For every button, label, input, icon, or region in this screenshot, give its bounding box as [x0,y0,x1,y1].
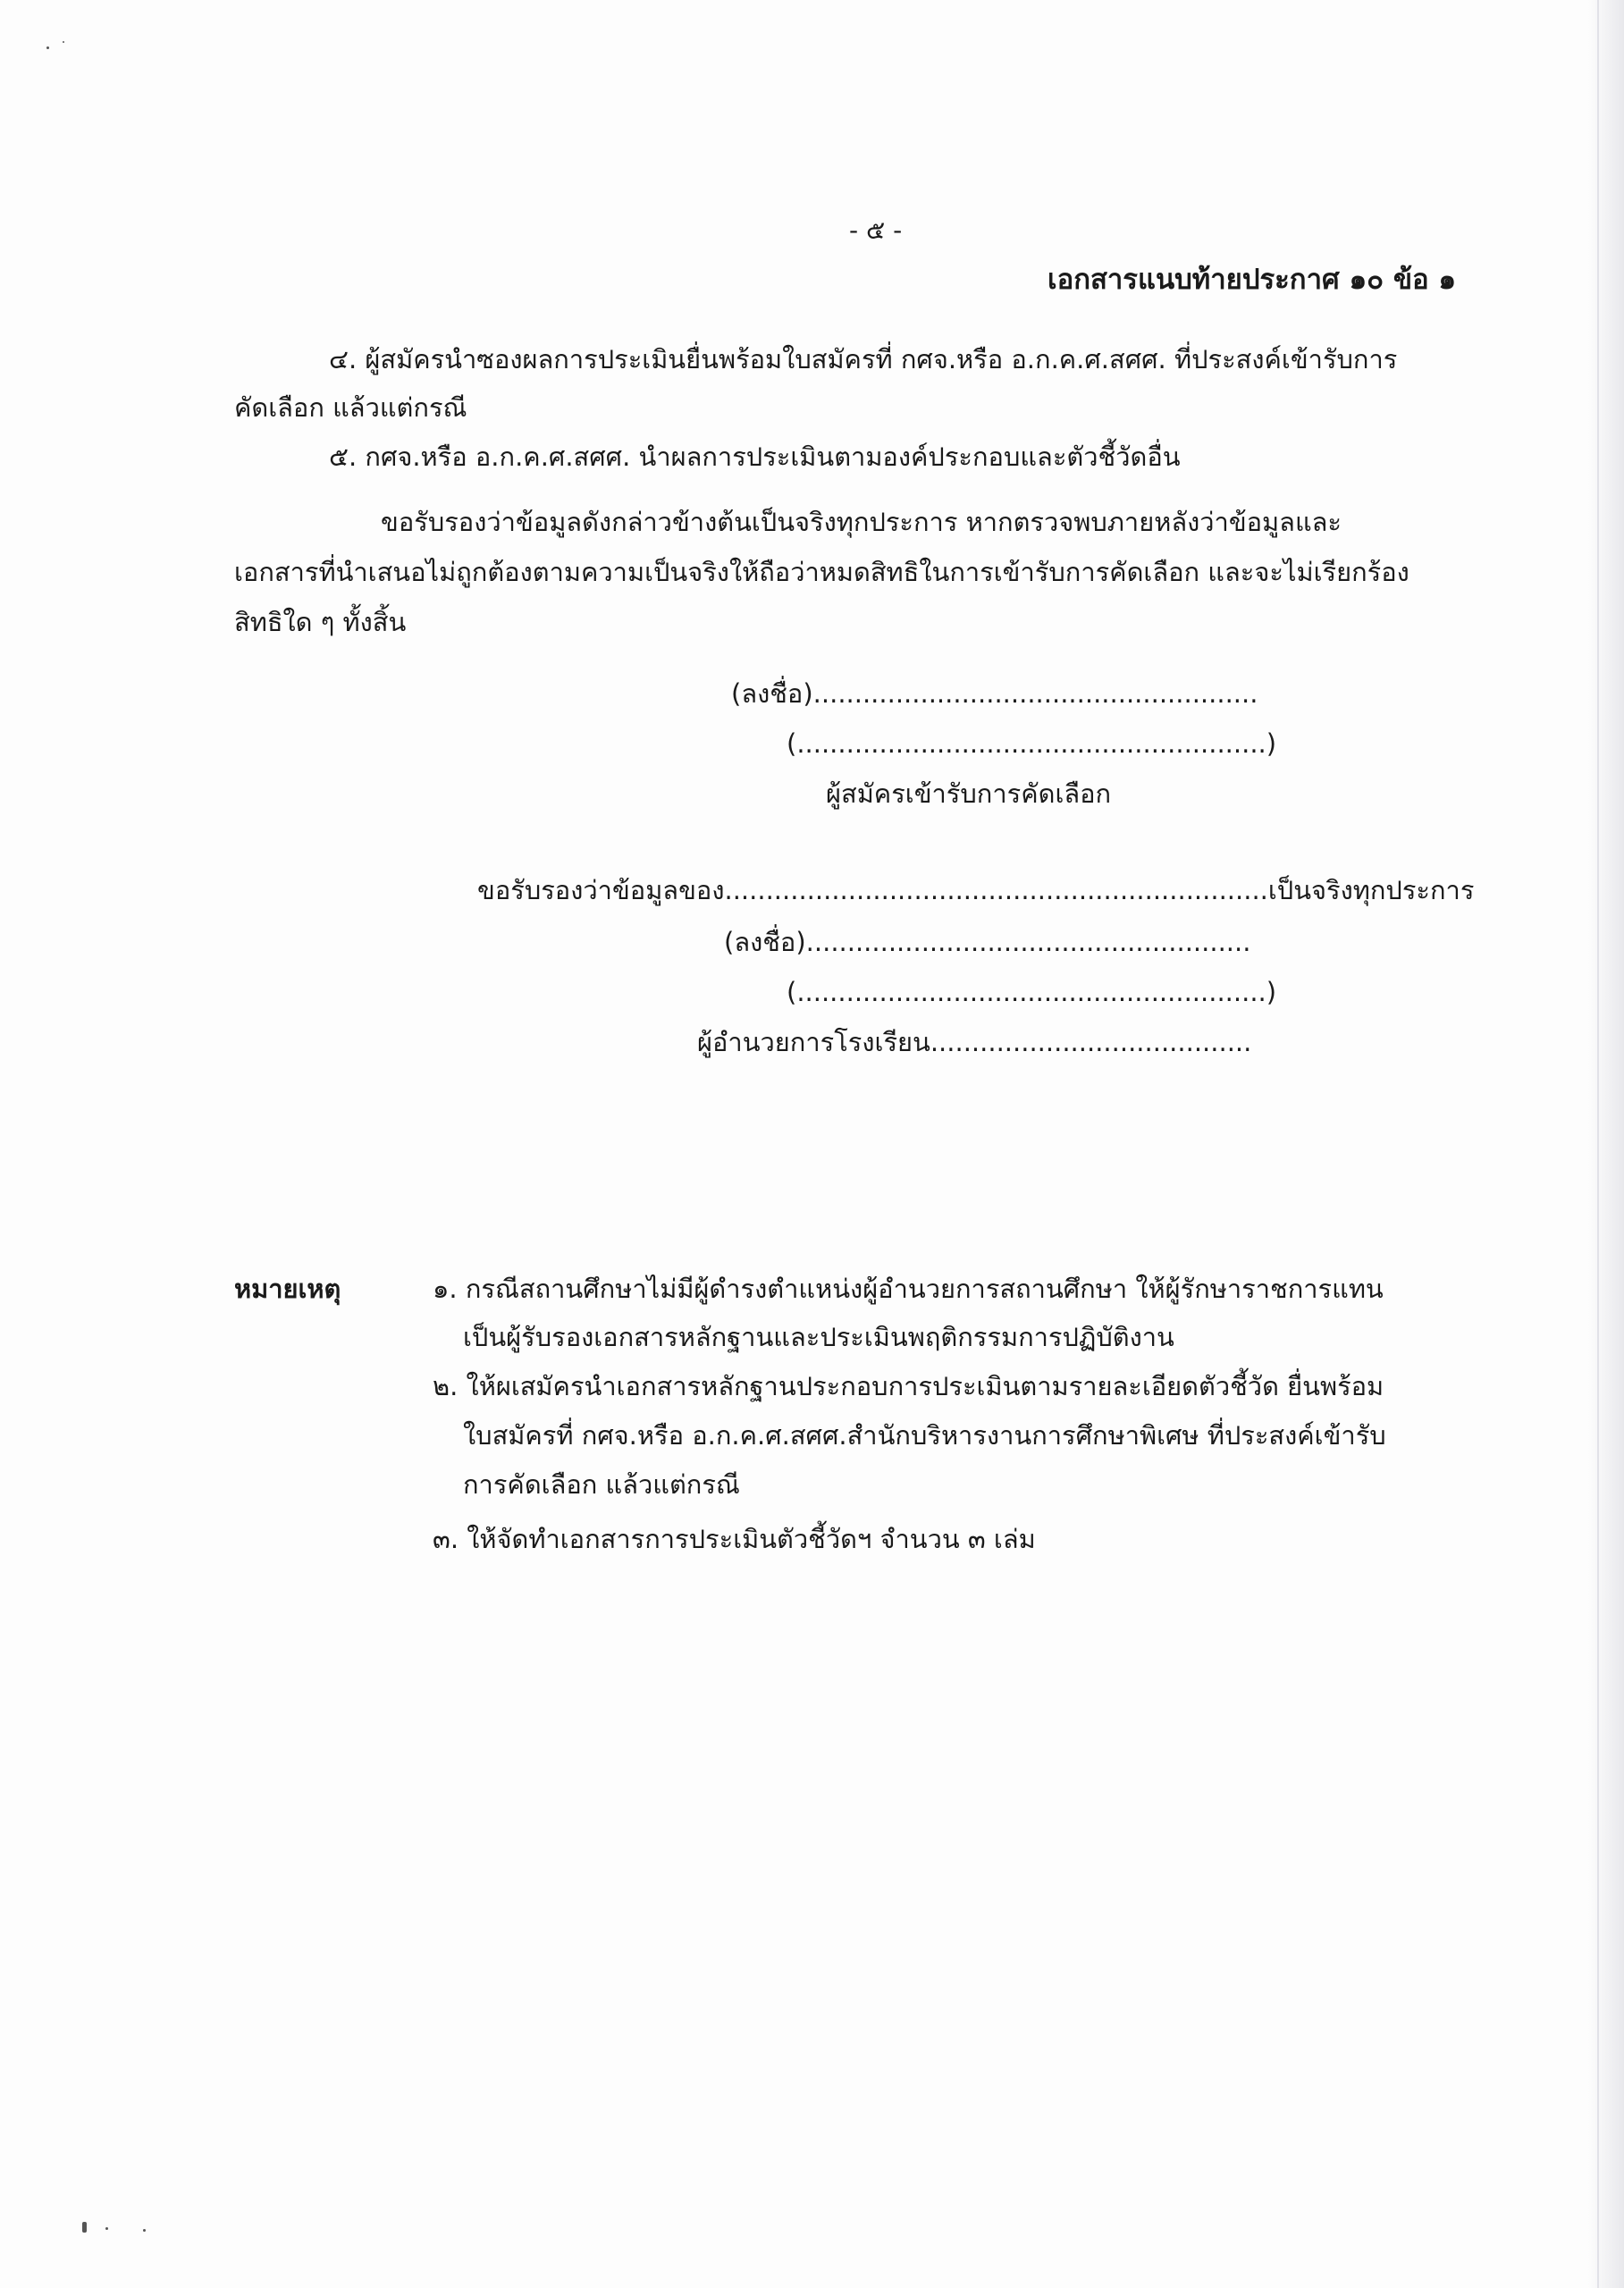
applicant-sign-line: (ลงชื่อ)...................................................... [731,678,1258,709]
attachment-header: เอกสารแนบท้ายประกาศ ๑๐ ข้อ ๑ [1048,264,1457,296]
page-number: - ๕ - [849,215,903,245]
certification-line-1: ขอรับรองว่าข้อมูลดังกล่าวข้างต้นเป็นจริงทุกประการ หากตรวจพบภายหลังว่าข้อมูลและ [381,507,1342,537]
scan-speck [63,41,64,43]
remark-note-3-line-1: ๓. ให้จัดทำเอกสารการประเมินตัวชี้วัดฯ จำนวน ๓ เล่ม [433,1524,1036,1554]
scan-speck [105,2227,108,2230]
applicant-name-line: (.........................................................) [787,728,1277,759]
scan-speck [46,46,49,49]
item-4-line-1: ๔. ผู้สมัครนำซองผลการประเมินยื่นพร้อมใบสมัครที่ กศจ.หรือ อ.ก.ค.ศ.สศศ. ที่ประสงค์เข้ารับการ [329,344,1398,374]
remark-note-1-line-2: เป็นผู้รับรองเอกสารหลักฐานและประเมินพฤติกรรมการปฏิบัติงาน [463,1322,1174,1352]
page-edge-shadow [1588,0,1624,2288]
remark-note-2-line-3: การคัดเลือก แล้วแต่กรณี [463,1469,740,1500]
applicant-title: ผู้สมัครเข้ารับการคัดเลือก [826,778,1112,809]
remark-note-2-line-1: ๒. ให้ผเสมัครนำเอกสารหลักฐานประกอบการประเมินตามรายละเอียดตัวชี้วัด ยื่นพร้อม [433,1371,1384,1401]
certification-line-3: สิทธิใด ๆ ทั้งสิ้น [234,607,407,637]
director-statement: ขอรับรองว่าข้อมูลของ..................................................................เป็นจริงทุกประการ [477,875,1475,905]
certification-line-2: เอกสารที่นำเสนอไม่ถูกต้องตามความเป็นจริงให้ถือว่าหมดสิทธิในการเข้ารับการคัดเลือก และจะไม่เรียกร้อง [234,557,1409,587]
scan-speck [82,2222,87,2233]
director-sign-line: (ลงชื่อ)...................................................... [724,927,1251,957]
scan-speck [143,2229,146,2232]
item-5-line-1: ๕. กศจ.หรือ อ.ก.ค.ศ.สศศ. นำผลการประเมินตามองค์ประกอบและตัวชี้วัดอื่น [329,442,1181,472]
item-4-line-2: คัดเลือก แล้วแต่กรณี [234,392,467,423]
remarks-label: หมายเหตุ [234,1274,341,1304]
remark-note-2-line-2: ใบสมัครที่ กศจ.หรือ อ.ก.ค.ศ.สศศ.สำนักบริหารงานการศึกษาพิเศษ ที่ประสงค์เข้ารับ [463,1420,1386,1451]
page-edge-line [1597,0,1599,2288]
remark-note-1-line-1: ๑. กรณีสถานศึกษาไม่มีผู้ดำรงตำแหน่งผู้อำนวยการสถานศึกษา ให้ผู้รักษาราชการแทน [433,1274,1384,1304]
director-title: ผู้อำนวยการโรงเรียน....................................... [697,1027,1252,1057]
director-name-line: (.........................................................) [787,977,1277,1007]
